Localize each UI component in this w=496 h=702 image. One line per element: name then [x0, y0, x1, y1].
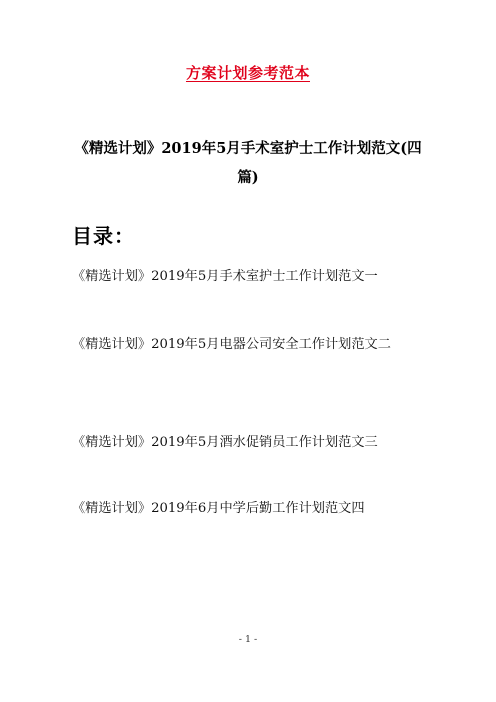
toc-heading: 目录：: [72, 224, 135, 248]
toc-item[interactable]: 《精选计划》2019年5月电器公司安全工作计划范文二: [72, 337, 391, 352]
page-number: - 1 -: [238, 634, 258, 645]
document-title: 《精选计划》2019年5月手术室护士工作计划范文(四篇): [74, 140, 422, 186]
toc-item[interactable]: 《精选计划》2019年5月酒水促销员工作计划范文三: [72, 435, 378, 450]
toc-item[interactable]: 《精选计划》2019年6月中学后勤工作计划范文四: [72, 501, 365, 516]
header-link[interactable]: 方案计划参考范本: [185, 64, 310, 82]
toc-item[interactable]: 《精选计划》2019年5月手术室护士工作计划范文一: [72, 269, 378, 284]
